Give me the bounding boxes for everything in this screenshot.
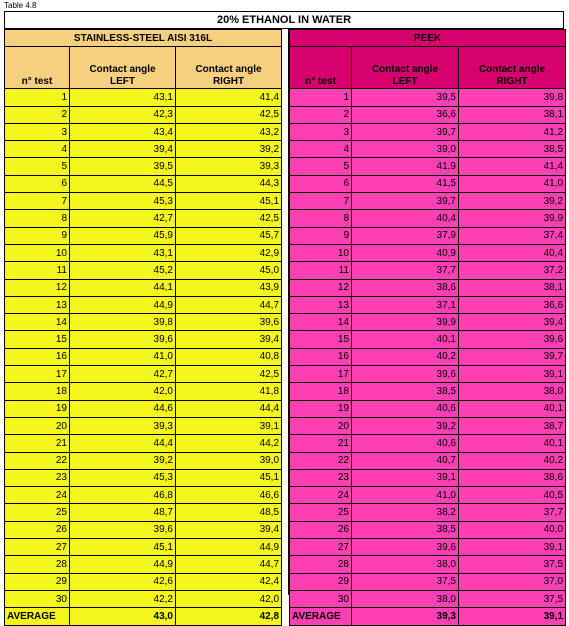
table-row [5,123,282,140]
angle-left-cell: 40,9 [352,244,459,261]
test-number-cell: 20 [5,417,70,434]
test-number-cell: 28 [5,556,70,573]
angle-right-cell: 39,1 [459,539,566,556]
table-row [5,262,282,279]
angle-left-cell: 37,1 [352,296,459,313]
test-number-cell: 10 [5,244,70,261]
test-number-cell: 26 [290,521,352,538]
table-row [290,452,566,469]
angle-right-cell: 39,3 [176,158,282,175]
test-number-cell: 29 [290,573,352,590]
average-left-cell: 43,0 [70,608,176,625]
table-row [5,331,282,348]
angle-right-cell: 41,2 [459,123,566,140]
table-row [5,314,282,331]
test-number-cell: 18 [5,383,70,400]
angle-left-cell: 45,2 [70,262,176,279]
test-number-cell: 15 [290,331,352,348]
test-number-cell: 27 [5,539,70,556]
test-number-cell: 4 [5,141,70,158]
angle-right-cell: 41,8 [176,383,282,400]
angle-right-cell: 44,7 [176,556,282,573]
angle-left-cell: 45,3 [70,193,176,210]
steel-col-right: Contact angle RIGHT [176,47,282,89]
angle-right-cell: 37,7 [459,504,566,521]
angle-left-cell: 39,6 [352,539,459,556]
table-row [5,400,282,417]
test-number-cell: 11 [290,262,352,279]
test-number-cell: 4 [290,141,352,158]
angle-left-cell: 42,7 [70,366,176,383]
angle-left-cell: 44,9 [70,296,176,313]
angle-left-cell: 40,6 [352,400,459,417]
table-row [5,469,282,486]
table-row [5,556,282,573]
table-row [290,175,566,192]
angle-right-cell: 44,7 [176,296,282,313]
angle-left-cell: 38,6 [352,279,459,296]
angle-right-cell: 44,9 [176,539,282,556]
table-row [290,383,566,400]
table-row [5,210,282,227]
angle-left-cell: 38,5 [352,383,459,400]
angle-left-cell: 48,7 [70,504,176,521]
test-number-cell: 12 [290,279,352,296]
angle-right-cell: 39,9 [459,210,566,227]
angle-left-cell: 40,2 [352,348,459,365]
angle-right-cell: 44,4 [176,400,282,417]
angle-left-cell: 39,7 [352,193,459,210]
table-row [290,348,566,365]
test-number-cell: 2 [290,106,352,123]
angle-left-cell: 38,2 [352,504,459,521]
table-row [5,452,282,469]
test-number-cell: 14 [290,314,352,331]
average-left-cell: 39,3 [352,608,459,625]
angle-right-cell: 38,7 [459,417,566,434]
table-row [5,539,282,556]
angle-right-cell: 40,5 [459,487,566,504]
angle-right-cell: 37,0 [459,573,566,590]
test-number-cell: 14 [5,314,70,331]
table-row [290,158,566,175]
table-row [290,521,566,538]
angle-left-cell: 39,2 [352,417,459,434]
average-label: AVERAGE [5,608,70,625]
angle-right-cell: 39,6 [459,331,566,348]
angle-right-cell: 42,5 [176,366,282,383]
angle-right-cell: 40,2 [459,452,566,469]
table-row [290,435,566,452]
table-row [290,314,566,331]
table-row [5,487,282,504]
test-number-cell: 30 [5,590,70,607]
angle-left-cell: 41,0 [352,487,459,504]
angle-left-cell: 45,1 [70,539,176,556]
angle-left-cell: 38,5 [352,521,459,538]
test-number-cell: 23 [5,469,70,486]
test-number-cell: 26 [5,521,70,538]
angle-left-cell: 37,7 [352,262,459,279]
angle-right-cell: 41,0 [459,175,566,192]
test-number-cell: 15 [5,331,70,348]
table-row [290,89,566,106]
angle-left-cell: 42,0 [70,383,176,400]
test-number-cell: 2 [5,106,70,123]
test-number-cell: 7 [5,193,70,210]
table-row [5,521,282,538]
angle-right-cell: 43,2 [176,123,282,140]
table-row [290,227,566,244]
angle-left-cell: 42,7 [70,210,176,227]
angle-left-cell: 43,4 [70,123,176,140]
angle-left-cell: 44,5 [70,175,176,192]
test-number-cell: 21 [290,435,352,452]
angle-left-cell: 40,4 [352,210,459,227]
table-row [290,210,566,227]
angle-left-cell: 46,8 [70,487,176,504]
angle-left-cell: 39,6 [70,331,176,348]
angle-left-cell: 38,0 [352,556,459,573]
table-row [290,487,566,504]
test-number-cell: 17 [5,366,70,383]
angle-right-cell: 42,9 [176,244,282,261]
angle-right-cell: 39,0 [176,452,282,469]
angle-left-cell: 44,1 [70,279,176,296]
average-row [5,608,282,625]
angle-right-cell: 40,8 [176,348,282,365]
table-row [290,106,566,123]
table-row [290,193,566,210]
angle-right-cell: 37,5 [459,556,566,573]
test-number-cell: 8 [290,210,352,227]
angle-left-cell: 42,2 [70,590,176,607]
table-row [5,348,282,365]
test-number-cell: 21 [5,435,70,452]
angle-left-cell: 37,9 [352,227,459,244]
angle-left-cell: 40,6 [352,435,459,452]
angle-right-cell: 45,7 [176,227,282,244]
table-row [290,573,566,590]
angle-left-cell: 40,1 [352,331,459,348]
peek-col-left: Contact angle LEFT [352,47,459,89]
steel-col-test: n° test [5,47,70,89]
test-number-cell: 22 [290,452,352,469]
angle-right-cell: 44,2 [176,435,282,452]
test-number-cell: 10 [290,244,352,261]
angle-left-cell: 39,8 [70,314,176,331]
test-number-cell: 24 [290,487,352,504]
angle-right-cell: 36,6 [459,296,566,313]
angle-right-cell: 45,1 [176,193,282,210]
table-row [5,296,282,313]
angle-left-cell: 39,9 [352,314,459,331]
angle-right-cell: 39,4 [176,521,282,538]
angle-right-cell: 44,3 [176,175,282,192]
test-number-cell: 16 [290,348,352,365]
table-row [290,366,566,383]
table-row [290,123,566,140]
test-number-cell: 28 [290,556,352,573]
average-right-cell: 42,8 [176,608,282,625]
table-row [5,158,282,175]
angle-right-cell: 37,5 [459,590,566,607]
peek-col-right: Contact angle RIGHT [459,47,566,89]
table-caption: Table 4.8 [4,1,37,10]
angle-right-cell: 39,4 [459,314,566,331]
test-number-cell: 13 [290,296,352,313]
angle-right-cell: 42,0 [176,590,282,607]
test-number-cell: 19 [5,400,70,417]
angle-right-cell: 39,6 [176,314,282,331]
test-number-cell: 20 [290,417,352,434]
table-row [290,244,566,261]
angle-right-cell: 39,2 [176,141,282,158]
test-number-cell: 3 [290,123,352,140]
angle-right-cell: 38,0 [459,383,566,400]
angle-right-cell: 40,1 [459,400,566,417]
test-number-cell: 12 [5,279,70,296]
test-number-cell: 1 [290,89,352,106]
table-row [5,89,282,106]
angle-left-cell: 39,7 [352,123,459,140]
angle-right-cell: 45,1 [176,469,282,486]
angle-left-cell: 39,1 [352,469,459,486]
table-row [5,573,282,590]
angle-left-cell: 42,6 [70,573,176,590]
test-number-cell: 6 [290,175,352,192]
angle-left-cell: 41,5 [352,175,459,192]
test-number-cell: 25 [5,504,70,521]
angle-right-cell: 42,5 [176,106,282,123]
test-number-cell: 24 [5,487,70,504]
table-row [290,590,566,607]
angle-right-cell: 40,0 [459,521,566,538]
angle-left-cell: 39,2 [70,452,176,469]
steel-col-left: Contact angle LEFT [70,47,176,89]
angle-right-cell: 42,4 [176,573,282,590]
angle-left-cell: 39,6 [70,521,176,538]
test-number-cell: 11 [5,262,70,279]
table-row [290,417,566,434]
angle-left-cell: 45,9 [70,227,176,244]
test-number-cell: 3 [5,123,70,140]
angle-left-cell: 39,3 [70,417,176,434]
table-row [5,106,282,123]
table-row [5,193,282,210]
table-row [5,435,282,452]
angle-right-cell: 39,4 [176,331,282,348]
test-number-cell: 18 [290,383,352,400]
test-number-cell: 9 [5,227,70,244]
test-number-cell: 13 [5,296,70,313]
angle-right-cell: 41,4 [459,158,566,175]
angle-right-cell: 37,2 [459,262,566,279]
angle-left-cell: 43,1 [70,89,176,106]
table-row [5,227,282,244]
table-row [290,504,566,521]
angle-right-cell: 38,1 [459,106,566,123]
table-row [290,296,566,313]
angle-left-cell: 45,3 [70,469,176,486]
table-row [290,331,566,348]
angle-right-cell: 39,1 [176,417,282,434]
angle-left-cell: 40,7 [352,452,459,469]
table-separator [281,29,289,595]
table-row [5,141,282,158]
table-title: 20% ETHANOL IN WATER [4,11,564,29]
angle-right-cell: 38,1 [459,279,566,296]
angle-right-cell: 41,4 [176,89,282,106]
test-number-cell: 6 [5,175,70,192]
test-number-cell: 9 [290,227,352,244]
table-row [5,279,282,296]
test-number-cell: 5 [290,158,352,175]
angle-right-cell: 38,6 [459,469,566,486]
angle-right-cell: 48,5 [176,504,282,521]
test-number-cell: 16 [5,348,70,365]
angle-left-cell: 39,4 [70,141,176,158]
angle-left-cell: 42,3 [70,106,176,123]
peek-col-test: n° test [290,47,352,89]
average-right-cell: 39,1 [459,608,566,625]
angle-left-cell: 39,6 [352,366,459,383]
table-row [5,590,282,607]
angle-left-cell: 43,1 [70,244,176,261]
test-number-cell: 8 [5,210,70,227]
test-number-cell: 1 [5,89,70,106]
test-number-cell: 27 [290,539,352,556]
table-row [5,175,282,192]
table-row [5,504,282,521]
table-row [290,262,566,279]
angle-left-cell: 37,5 [352,573,459,590]
steel-material-header: STAINLESS-STEEL AISI 316L [5,30,282,47]
table-row [290,556,566,573]
average-row [290,608,566,625]
test-number-cell: 23 [290,469,352,486]
angle-left-cell: 39,5 [352,89,459,106]
angle-left-cell: 39,5 [70,158,176,175]
angle-left-cell: 39,0 [352,141,459,158]
angle-left-cell: 38,0 [352,590,459,607]
angle-right-cell: 39,2 [459,193,566,210]
angle-left-cell: 41,0 [70,348,176,365]
angle-left-cell: 44,9 [70,556,176,573]
angle-right-cell: 46,6 [176,487,282,504]
test-number-cell: 29 [5,573,70,590]
angle-right-cell: 40,4 [459,244,566,261]
test-number-cell: 22 [5,452,70,469]
table-row [5,244,282,261]
peek-material-header: PEEK [290,30,566,47]
angle-left-cell: 44,4 [70,435,176,452]
test-number-cell: 17 [290,366,352,383]
test-number-cell: 30 [290,590,352,607]
table-row [290,400,566,417]
test-number-cell: 7 [290,193,352,210]
angle-right-cell: 37,4 [459,227,566,244]
test-number-cell: 19 [290,400,352,417]
table-row [290,469,566,486]
table-row [5,417,282,434]
angle-right-cell: 45,0 [176,262,282,279]
angle-right-cell: 42,5 [176,210,282,227]
angle-right-cell: 39,7 [459,348,566,365]
steel-table [4,29,282,626]
test-number-cell: 5 [5,158,70,175]
table-row [290,141,566,158]
table-row [290,279,566,296]
angle-right-cell: 39,1 [459,366,566,383]
table-row [5,383,282,400]
table-row [5,366,282,383]
angle-right-cell: 39,8 [459,89,566,106]
test-number-cell: 25 [290,504,352,521]
peek-table [289,29,566,626]
angle-left-cell: 44,6 [70,400,176,417]
average-label: AVERAGE [290,608,352,625]
angle-right-cell: 40,1 [459,435,566,452]
angle-right-cell: 43,9 [176,279,282,296]
angle-left-cell: 36,6 [352,106,459,123]
angle-left-cell: 41,9 [352,158,459,175]
angle-right-cell: 38,5 [459,141,566,158]
table-row [290,539,566,556]
